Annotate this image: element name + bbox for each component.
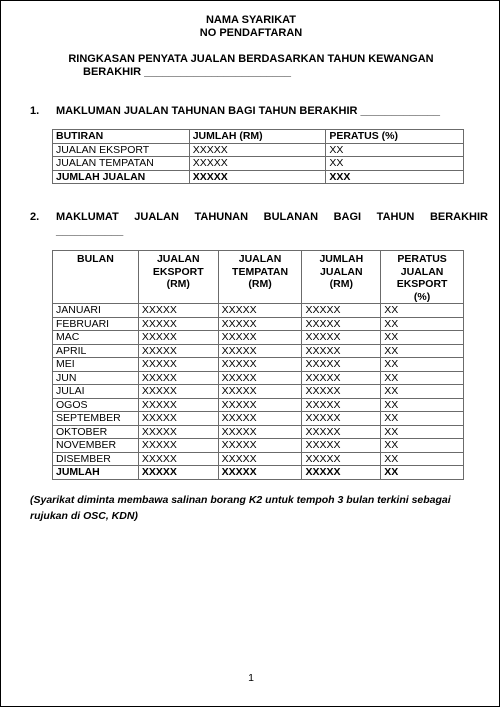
annual-header-cell: PERATUS (%): [326, 130, 464, 144]
table-cell: XXXXX: [302, 425, 381, 439]
table-row: [53, 344, 464, 358]
table-cell: XXX: [326, 170, 464, 184]
table-cell: XX: [381, 425, 464, 439]
table-cell: XXXXX: [302, 371, 381, 385]
table-cell: XXXXX: [138, 344, 218, 358]
section1-number: 1.: [30, 105, 40, 117]
table-cell: XXXXX: [302, 412, 381, 426]
table-row: [53, 425, 464, 439]
table-cell: JUALAN EKSPORT: [53, 143, 190, 157]
table-cell: XXXXX: [302, 331, 381, 345]
table-cell: XXXXX: [138, 439, 218, 453]
table-cell: XXXXX: [218, 398, 302, 412]
table-cell: XXXXX: [138, 385, 218, 399]
table-cell: XXXXX: [138, 452, 218, 466]
table-cell: FEBRUARI: [53, 317, 139, 331]
table-cell: XXXXX: [218, 439, 302, 453]
table-cell: XXXXX: [302, 304, 381, 318]
table-cell: XX: [381, 412, 464, 426]
table-cell: XXXXX: [218, 412, 302, 426]
table-cell: XXXXX: [218, 452, 302, 466]
table-cell: XX: [381, 398, 464, 412]
table-cell: JULAI: [53, 385, 139, 399]
table-cell: JUN: [53, 371, 139, 385]
table-cell: XXXXX: [302, 317, 381, 331]
header-local-sales: JUALAN TEMPATAN (RM): [218, 251, 302, 304]
table-row: [53, 385, 464, 399]
table-cell: XXXXX: [138, 398, 218, 412]
header-total-sales: JUMLAH JUALAN (RM): [302, 251, 381, 304]
table-cell: XXXXX: [302, 358, 381, 372]
table-cell: XXXXX: [302, 452, 381, 466]
table-cell: XXXXX: [218, 304, 302, 318]
table-cell: XXXXX: [302, 398, 381, 412]
section1-title: MAKLUMAN JUALAN TAHUNAN BAGI TAHUN BERAKHIR _____________: [56, 105, 441, 117]
monthly-sales-table: [52, 250, 464, 480]
table-cell: XXXXX: [138, 304, 218, 318]
table-cell: JANUARI: [53, 304, 139, 318]
table-row: [53, 466, 464, 480]
table-cell: XXXXX: [218, 385, 302, 399]
table-row: [53, 412, 464, 426]
table-row: [53, 398, 464, 412]
table-cell: XXXXX: [218, 371, 302, 385]
table-cell: XX: [381, 371, 464, 385]
table-cell: XXXXX: [138, 425, 218, 439]
table-row: [53, 317, 464, 331]
footnote: (Syarikat diminta membawa salinan borang K2 untuk tempoh 3 bulan terkini sebagai rujukan di OSC, KDN): [30, 494, 451, 522]
table-row: [53, 358, 464, 372]
table-cell: XXXXX: [138, 317, 218, 331]
table-cell: APRIL: [53, 344, 139, 358]
annual-sales-table: [52, 129, 464, 184]
table-cell: SEPTEMBER: [53, 412, 139, 426]
table-cell: XXXXX: [302, 385, 381, 399]
table-cell: XX: [381, 304, 464, 318]
section2-title-line2: ___________: [56, 225, 124, 237]
page-number: 1: [248, 672, 254, 684]
table-cell: MAC: [53, 331, 139, 345]
table-cell: XXXXX: [218, 331, 302, 345]
table-cell: XX: [381, 317, 464, 331]
table-cell: XXXXX: [138, 466, 218, 480]
table-cell: XXXXX: [138, 358, 218, 372]
table-cell: XXXXX: [218, 317, 302, 331]
document-title-line2: BERAKHIR ________________________: [83, 66, 291, 78]
table-cell: XXXXX: [138, 412, 218, 426]
table-cell: XXXXX: [218, 425, 302, 439]
table-row: [53, 157, 464, 171]
company-name: NAMA SYARIKAT: [205, 14, 297, 26]
table-cell: XX: [381, 385, 464, 399]
header-export-sales: JUALAN EKSPORT (RM): [138, 251, 218, 304]
table-row: [53, 439, 464, 453]
annual-header-cell: JUMLAH (RM): [189, 130, 326, 144]
table-cell: JUMLAH: [53, 466, 139, 480]
table-cell: XXXXX: [189, 143, 326, 157]
table-cell: XXXXX: [218, 466, 302, 480]
annual-table-header: [53, 130, 464, 144]
table-cell: XXXXX: [138, 331, 218, 345]
table-cell: XX: [381, 358, 464, 372]
document-title-line1: RINGKASAN PENYATA JUALAN BERDASARKAN TAHUN KEWANGAN: [68, 53, 434, 65]
table-cell: OKTOBER: [53, 425, 139, 439]
section2-number: 2.: [30, 211, 40, 223]
table-row: [53, 452, 464, 466]
annual-header-cell: BUTIRAN: [53, 130, 190, 144]
table-cell: JUALAN TEMPATAN: [53, 157, 190, 171]
table-row: [53, 371, 464, 385]
registration-number: NO PENDAFTARAN: [199, 27, 303, 39]
table-cell: XXXXX: [218, 344, 302, 358]
table-row: [53, 331, 464, 345]
monthly-table-header: [53, 251, 464, 304]
table-row: [53, 170, 464, 184]
table-cell: XX: [381, 439, 464, 453]
table-cell: XXXXX: [302, 466, 381, 480]
table-cell: MEI: [53, 358, 139, 372]
table-cell: XXXXX: [138, 371, 218, 385]
table-cell: XXXXX: [189, 157, 326, 171]
table-cell: XXXXX: [302, 344, 381, 358]
table-cell: NOVEMBER: [53, 439, 139, 453]
table-row: [53, 304, 464, 318]
table-cell: OGOS: [53, 398, 139, 412]
table-cell: JUMLAH JUALAN: [53, 170, 190, 184]
table-cell: XX: [381, 466, 464, 480]
table-cell: XXXXX: [218, 358, 302, 372]
table-cell: XX: [326, 143, 464, 157]
table-cell: XXXXX: [189, 170, 326, 184]
table-cell: XXXXX: [302, 439, 381, 453]
table-cell: DISEMBER: [53, 452, 139, 466]
table-row: [53, 143, 464, 157]
table-cell: XX: [326, 157, 464, 171]
table-cell: XX: [381, 452, 464, 466]
header-export-percentage: PERATUS JUALAN EKSPORT (%): [381, 251, 464, 304]
header-month: BULAN: [53, 251, 139, 304]
table-cell: XX: [381, 331, 464, 345]
section2-title-line1: MAKLUMAT JUALAN TAHUNAN BULANAN BAGI TAHUN BERAKHIR: [56, 211, 488, 223]
table-cell: XX: [381, 344, 464, 358]
